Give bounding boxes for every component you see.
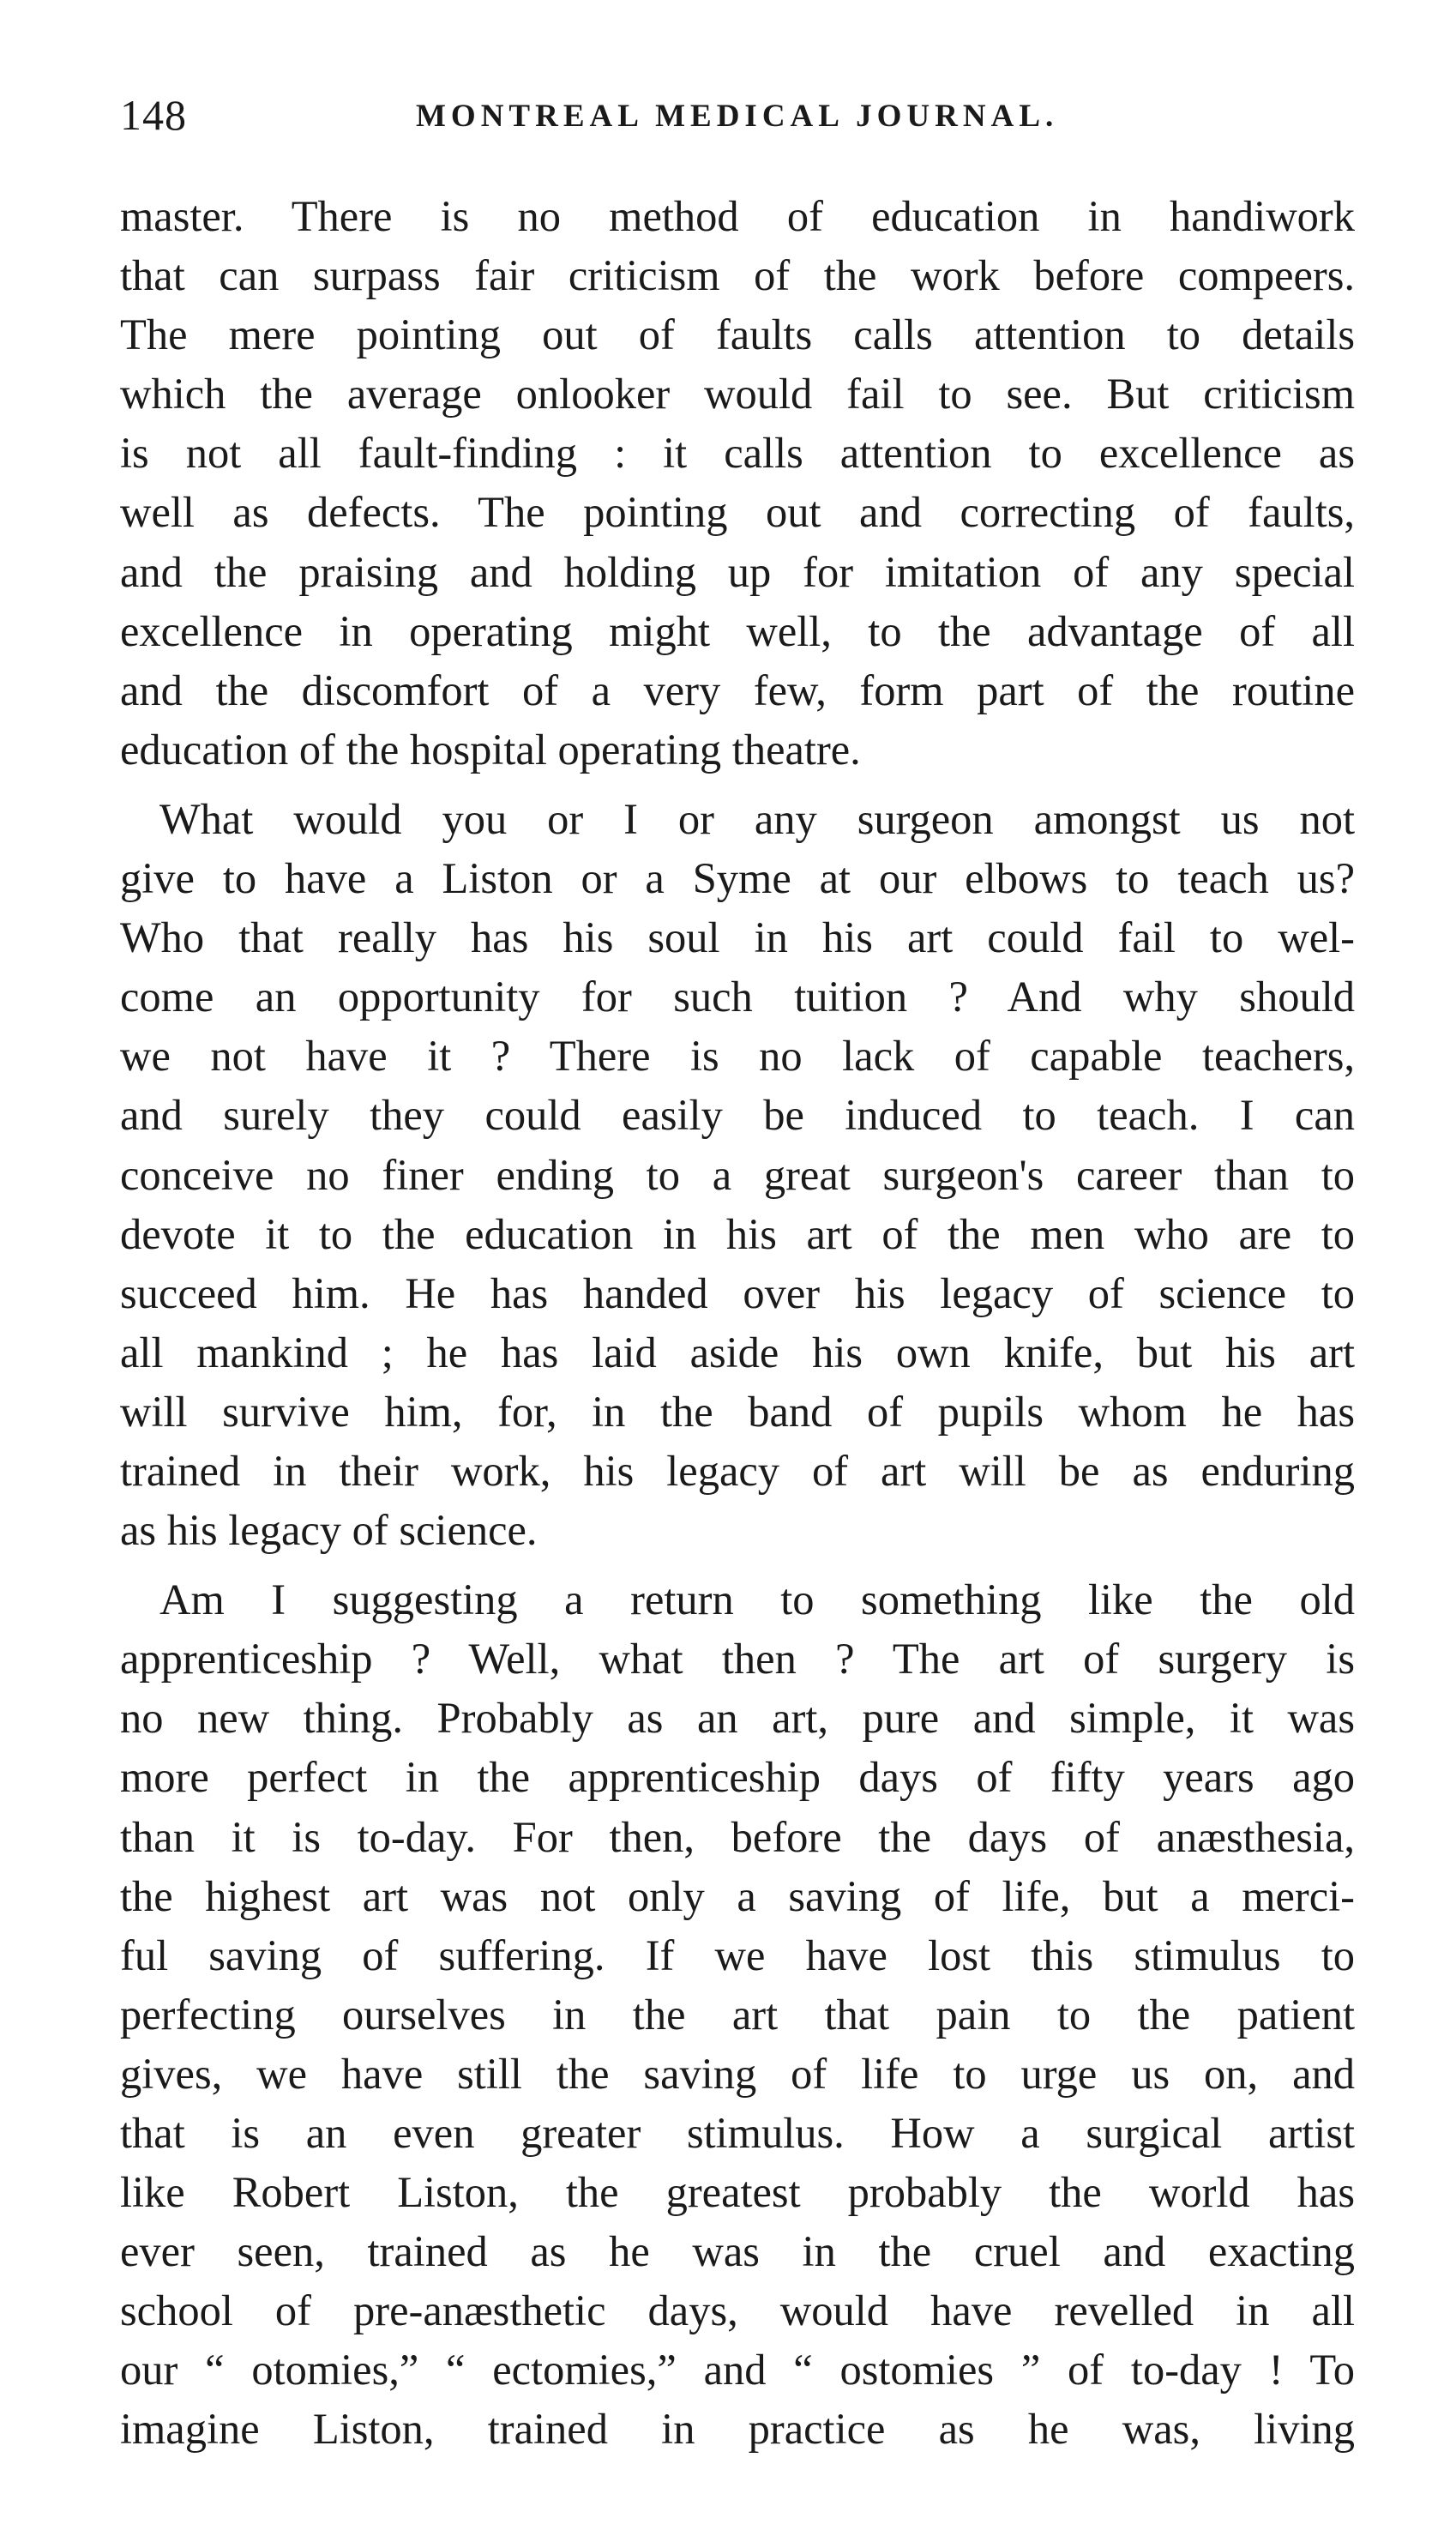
text-line: education of the hospital operating theatre.	[120, 725, 861, 774]
text-line: conceive no finer ending to a great surgeon's career than to	[120, 1150, 1355, 1199]
text-line: is not all fault-finding : it calls attention to excellence as	[120, 429, 1355, 478]
text-line: that can surpass fair criticism of the work before compeers.	[120, 251, 1355, 300]
text-line: succeed him. He has handed over his legacy of science to	[120, 1268, 1355, 1317]
text-line: ful saving of suffering. If we have lost this stimulus to	[120, 1931, 1355, 1979]
text-line: school of pre-anæsthetic days, would have revelled in all	[120, 2286, 1355, 2335]
text-line: and surely they could easily be induced to teach. I can	[120, 1091, 1355, 1140]
text-line: The mere pointing out of faults calls attention to details	[120, 310, 1355, 359]
paragraph	[120, 1570, 1355, 2459]
text-line: we not have it ? There is no lack of capable teachers,	[120, 1032, 1355, 1081]
text-line: ever seen, trained as he was in the cruel and exacting	[120, 2227, 1355, 2276]
paragraph	[120, 187, 1355, 780]
running-head: MONTREAL MEDICAL JOURNAL.	[416, 99, 1059, 134]
page-header	[120, 89, 1355, 141]
text-line: all mankind ; he has laid aside his own knife, but his art	[120, 1328, 1355, 1376]
text-line: excellence in operating might well, to the advantage of all	[120, 606, 1355, 655]
text-line: perfecting ourselves in the art that pain to the patient	[120, 1990, 1355, 2039]
text-line: well as defects. The pointing out and correcting of faults,	[120, 488, 1355, 537]
page-number: 148	[120, 91, 187, 139]
text-line: will survive him, for, in the band of pupils whom he has	[120, 1387, 1355, 1436]
text-line: What would you or I or any surgeon amongst us not	[159, 794, 1355, 843]
text-line: than it is to-day. For then, before the days of anæsthesia,	[120, 1812, 1355, 1861]
text-line: imagine Liston, trained in practice as he was, living	[120, 2405, 1355, 2454]
article-body	[120, 187, 1355, 2460]
text-line: our “ otomies,” “ ectomies,” and “ ostomies ” of to-day ! To	[120, 2346, 1355, 2394]
text-line: and the discomfort of a very few, form part of the routine	[120, 666, 1355, 714]
text-line: give to have a Liston or a Syme at our elbows to teach us?	[120, 854, 1355, 903]
text-line: the highest art was not only a saving of life, but a merci-	[120, 1871, 1355, 1920]
text-line: more perfect in the apprenticeship days of fifty years ago	[120, 1753, 1355, 1802]
paragraph-gap	[120, 1560, 1355, 1570]
text-line: as his legacy of science.	[120, 1506, 538, 1555]
text-line: which the average onlooker would fail to see. But criticism	[120, 370, 1355, 419]
text-line: and the praising and holding up for imitation of any special	[120, 547, 1355, 596]
text-line: Am I suggesting a return to something like the old	[159, 1575, 1355, 1624]
text-line: Who that really has his soul in his art could fail to wel-	[120, 913, 1355, 962]
text-line: trained in their work, his legacy of art will be as enduring	[120, 1446, 1355, 1495]
text-line: no new thing. Probably as an art, pure and simple, it was	[120, 1694, 1355, 1743]
paragraph-gap	[120, 780, 1355, 790]
text-line: gives, we have still the saving of life to urge us on, and	[120, 2049, 1355, 2098]
text-line: master. There is no method of education in handiwork	[120, 192, 1355, 240]
paragraph	[120, 790, 1355, 1560]
text-line: devote it to the education in his art of the men who are to	[120, 1209, 1355, 1258]
text-line: apprenticeship ? Well, what then ? The art of surgery is	[120, 1635, 1355, 1684]
text-line: like Robert Liston, the greatest probably the world has	[120, 2168, 1355, 2217]
text-line: come an opportunity for such tuition ? And why should	[120, 973, 1355, 1021]
text-line: that is an even greater stimulus. How a surgical artist	[120, 2109, 1355, 2157]
